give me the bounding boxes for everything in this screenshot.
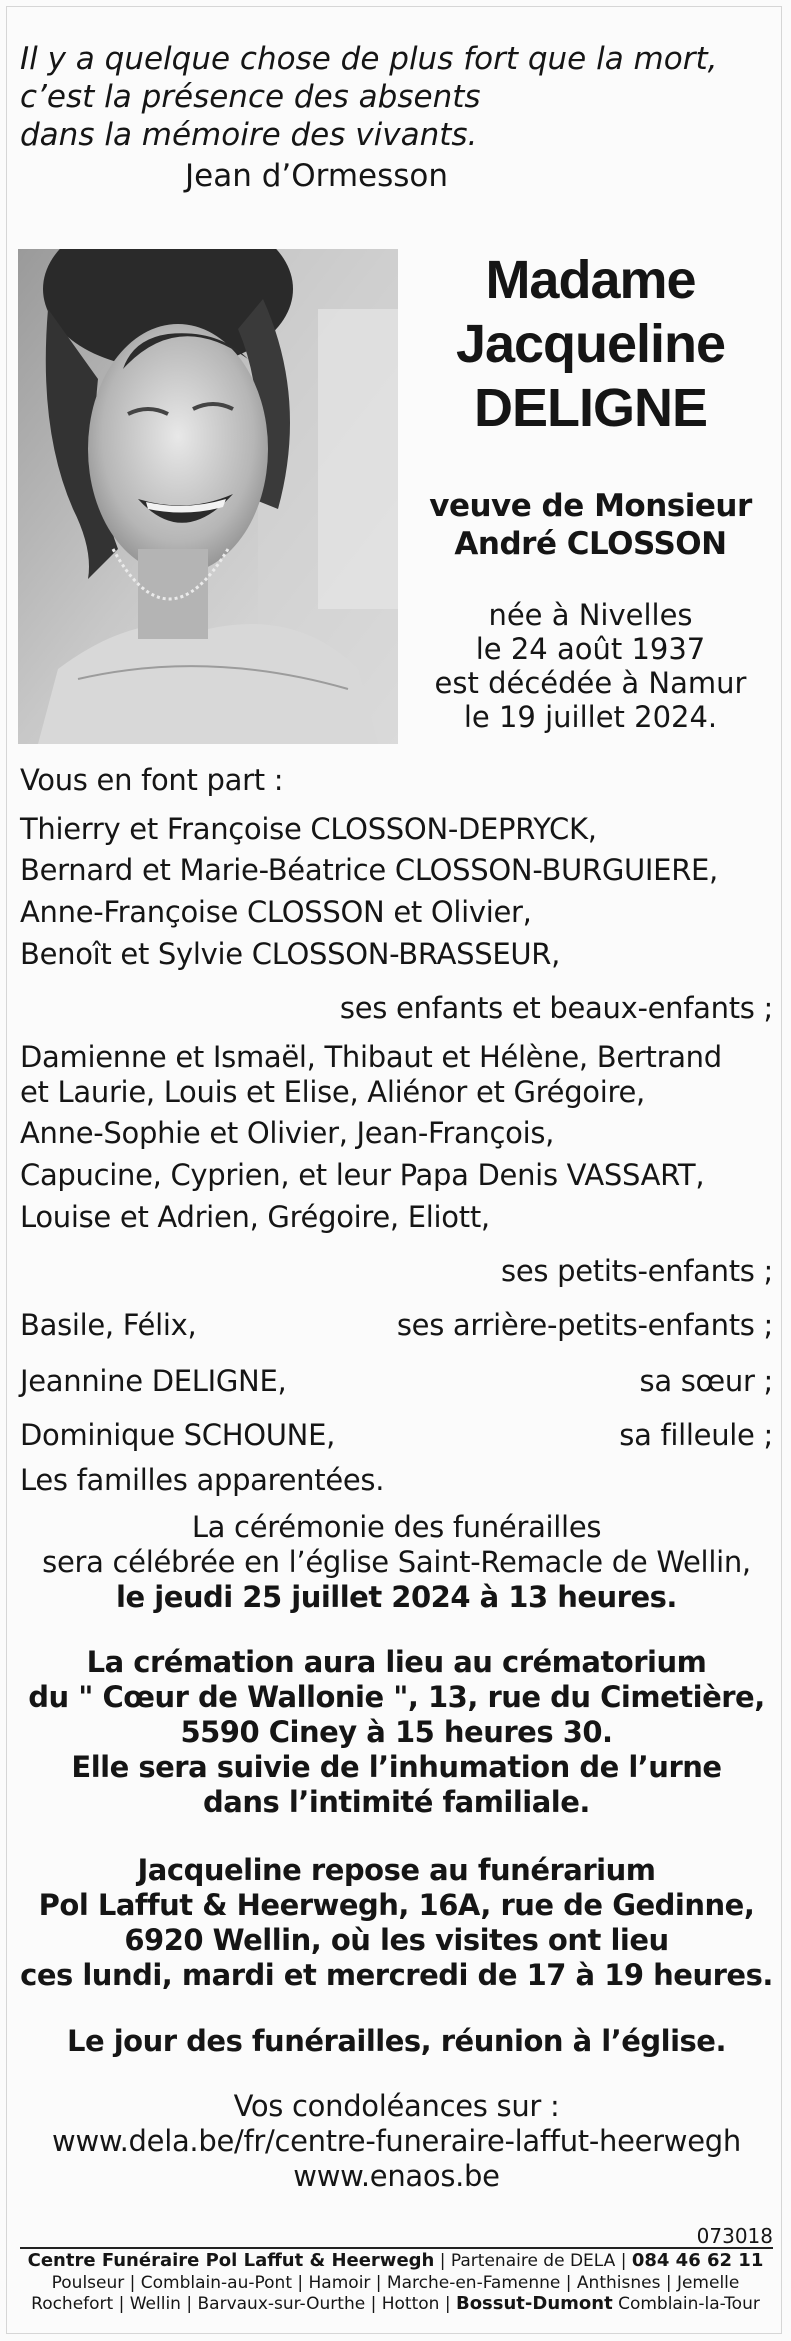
footer-towns-2 — [12, 2294, 779, 2314]
cremation-info — [20, 1645, 773, 1820]
quote-line: dans la mémoire des vivants. — [20, 117, 478, 153]
goddaughter-label: sa filleule ; — [619, 1418, 773, 1452]
quote-author: Jean d’Ormesson — [185, 158, 449, 194]
footer-towns-1: Poulseur | Comblain-au-Pont | Hamoir | Marche-en-Famenne | Anthisnes | Jemelle — [51, 2273, 740, 2293]
widow-line: André CLOSSON — [454, 526, 727, 562]
cremation-line: Elle sera suivie de l’inhumation de l’urne — [71, 1750, 722, 1784]
grandchild-line: Anne-Sophie et Olivier, Jean-François, — [20, 1116, 555, 1150]
footer-company-2: Bossut-Dumont — [455, 2293, 613, 2314]
footer-towns-2b: Comblain-la-Tour — [618, 2294, 760, 2314]
visitation-info — [20, 1853, 773, 1993]
cremation-line: dans l’intimité familiale. — [203, 1785, 590, 1819]
sister-label: sa sœur ; — [639, 1364, 773, 1398]
ceremony-line: La cérémonie des funérailles — [191, 1510, 602, 1544]
great-grandchildren-label: ses arrière-petits-enfants ; — [396, 1308, 773, 1342]
grandchild-line: et Laurie, Louis et Elise, Aliénor et Grégoire, — [20, 1075, 645, 1109]
child-line: Anne-Françoise CLOSSON et Olivier, — [20, 895, 532, 929]
great-grandchildren: Basile, Félix, — [20, 1308, 197, 1342]
date-line: le 24 août 1937 — [475, 632, 706, 666]
deceased-name — [408, 248, 773, 440]
family-intro: Vous en font part : — [20, 763, 284, 797]
grandchild-line: Damienne et Ismaël, Thibaut et Hélène, Bertrand — [20, 1040, 722, 1074]
ceremony-date: le jeudi 25 juillet 2024 à 13 heures. — [116, 1580, 677, 1614]
title-line: Madame — [485, 250, 696, 310]
date-line: née à Nivelles — [488, 598, 693, 632]
condolences-link-enaos[interactable]: www.enaos.be — [293, 2159, 500, 2193]
cremation-line: 5590 Ciney à 15 heures 30. — [180, 1715, 613, 1749]
reference-code: 073018 — [696, 2224, 773, 2248]
goddaughter: Dominique SCHOUNE, — [20, 1418, 336, 1452]
birth-death-info — [408, 598, 773, 734]
condolences — [20, 2089, 773, 2194]
visitation-line: 6920 Wellin, où les visites ont lieu — [124, 1923, 669, 1957]
ceremony-info — [20, 1510, 773, 1615]
child-line: Bernard et Marie-Béatrice CLOSSON-BURGUIERE, — [20, 853, 718, 887]
child-line: Thierry et Françoise CLOSSON-DEPRYCK, — [20, 812, 597, 846]
visitation-line: ces lundi, mardi et mercredi de 17 à 19 heures. — [20, 1958, 773, 1992]
children-label: ses enfants et beaux-enfants ; — [339, 991, 773, 1025]
footer-company-line — [12, 2251, 779, 2271]
visitation-line: Jacqueline repose au funérarium — [137, 1853, 656, 1887]
condolences-label: Vos condoléances sur : — [233, 2089, 560, 2123]
visitation-line: Pol Laffut & Heerwegh, 16A, rue de Gedinne, — [38, 1888, 755, 1922]
widow-line: veuve de Monsieur — [429, 488, 752, 524]
quote-line: Il y a quelque chose de plus fort que la mort, — [20, 41, 718, 77]
footer-towns-2a: Rochefort | Wellin | Barvaux-sur-Ourthe | Hotton | — [31, 2294, 451, 2314]
quote-line: c’est la présence des absents — [20, 79, 481, 115]
related-families: Les familles apparentées. — [20, 1463, 385, 1497]
date-line: le 19 juillet 2024. — [463, 700, 718, 734]
cremation-line: du " Cœur de Wallonie ", 13, rue du Cimetière, — [28, 1680, 765, 1714]
sister: Jeannine DELIGNE, — [20, 1364, 287, 1398]
footer-phone: 084 46 62 11 — [631, 2250, 764, 2271]
condolences-link-dela[interactable]: www.dela.be/fr/centre-funeraire-laffut-heerwegh — [52, 2124, 741, 2158]
grandchild-line: Louise et Adrien, Grégoire, Eliott, — [20, 1200, 490, 1234]
ceremony-line: sera célébrée en l’église Saint-Remacle de Wellin, — [42, 1545, 751, 1579]
grandchild-line: Capucine, Cyprien, et leur Papa Denis VASSART, — [20, 1158, 705, 1192]
widow-of — [408, 487, 773, 563]
date-line: est décédée à Namur — [434, 666, 747, 700]
footer-divider — [20, 2247, 773, 2249]
child-line: Benoît et Sylvie CLOSSON-BRASSEUR, — [20, 937, 561, 971]
title-line: DELIGNE — [473, 378, 708, 438]
footer-partner: | Partenaire de DELA | — [439, 2251, 627, 2271]
portrait-photo — [18, 249, 398, 744]
grandchildren-label: ses petits-enfants ; — [501, 1254, 773, 1288]
portrait-image — [18, 249, 398, 744]
footer-company: Centre Funéraire Pol Laffut & Heerwegh — [27, 2250, 435, 2271]
quote — [20, 40, 717, 154]
title-line: Jacqueline — [455, 314, 726, 374]
meeting-note: Le jour des funérailles, réunion à l’église. — [67, 2024, 726, 2058]
cremation-line: La crémation aura lieu au crématorium — [86, 1645, 707, 1679]
